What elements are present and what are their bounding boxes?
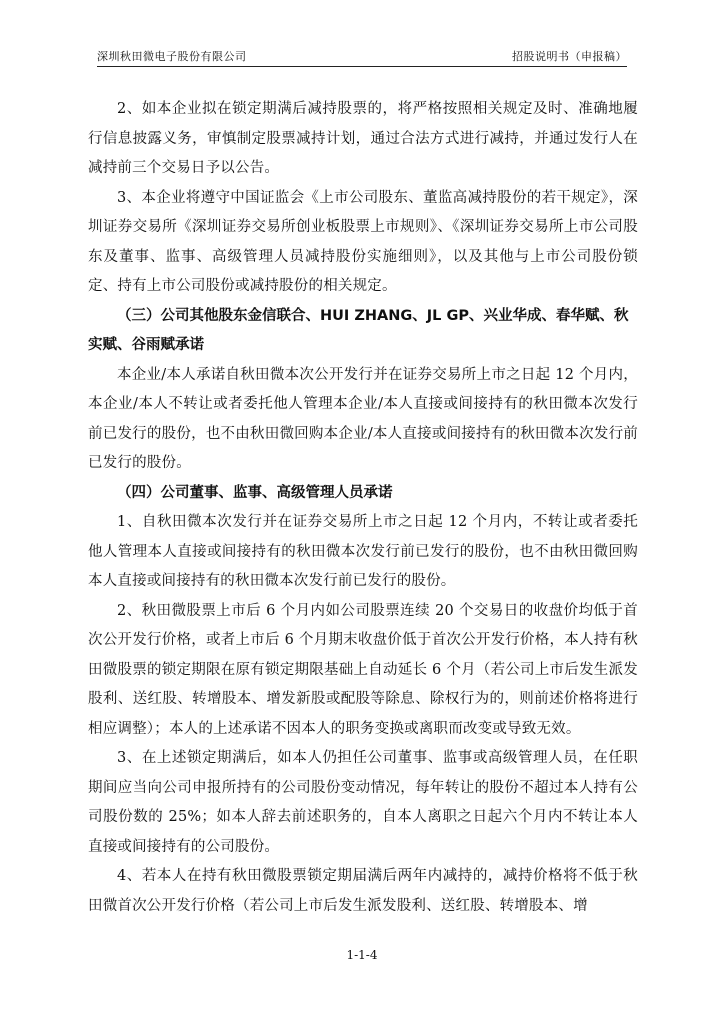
header-divider — [97, 66, 627, 67]
section-heading-other-shareholders: （三）公司其他股东金信联合、HUI ZHANG、JL GP、兴业华成、春华赋、秋实赋、谷雨赋承诺 — [88, 307, 629, 353]
paragraph-other-shareholders-lockup: 本企业/本人承诺自秋田微本次公开发行并在证券交易所上市之日起 12 个月内，本企业/本人不转让或者委托他人管理本企业/本人直接或间接持有的秋田微本次发行前已发行的股份，也不由秋田微回购本企业/本人直接或间接持有的秋田微本次发行前已发行的股份。 — [88, 366, 638, 471]
paragraph-directors-lockup: 1、自秋田微本次发行并在证券交易所上市之日起 12 个月内，不转让或者委托他人管理本人直接或间接持有的秋田微本次发行前已发行的股份，也不由秋田微回购本人直接或间接持有的秋田微本次发行前已发行的股份。 — [88, 514, 638, 589]
section-heading-directors: （四）公司董事、监事、高级管理人员承诺 — [117, 484, 393, 501]
page-number: 1-1-4 — [346, 948, 378, 962]
document-body — [88, 95, 638, 921]
header-document-type: 招股说明书（申报稿） — [512, 50, 627, 63]
paragraph-transfer-limit: 3、在上述锁定期满后，如本人仍担任公司董事、监事或高级管理人员，在任职期间应当向公司申报所持有的公司股份变动情况，每年转让的股份不超过本人持有公司股份数的 25%；如本人辞去前述职务的，自本人离职之日起六个月内不转让本人直接或间接持有的公司股份。 — [88, 750, 638, 855]
paragraph-reduction-price: 4、若本人在持有秋田微股票锁定期届满后两年内减持的，减持价格将不低于秋田微首次公开发行价格（若公司上市后发生派发股利、送红股、转增股本、增 — [88, 868, 638, 914]
paragraph-disclosure: 2、如本企业拟在锁定期满后减持股票的，将严格按照相关规定及时、准确地履行信息披露义务，审慎制定股票减持计划，通过合法方式进行减持，并通过发行人在减持前三个交易日予以公告。 — [88, 101, 638, 176]
page-header — [97, 44, 627, 64]
header-company-name: 深圳秋田微电子股份有限公司 — [97, 50, 247, 63]
paragraph-price-extension: 2、秋田微股票上市后 6 个月内如公司股票连续 20 个交易日的收盘价均低于首次公开发行价格，或者上市后 6 个月期末收盘价低于首次公开发行价格，本人持有秋田微股票的锁定期限在原有锁定期限基础上自动延长 6 个月（若公司上市后发生派发股利、送红股、转增股本、增发新股或配股等除息、除权行为的，则前述价格将进行相应调整）；本人的上述承诺不因本人的职务变换或离职而改变或导致无效。 — [88, 602, 638, 737]
paragraph-compliance: 3、本企业将遵守中国证监会《上市公司股东、董监高减持股份的若干规定》，深圳证券交易所《深圳证券交易所创业板股票上市规则》、《深圳证券交易所上市公司股东及董事、监事、高级管理人员减持股份实施细则》，以及其他与上市公司股份锁定、持有上市公司股份或减持股份的相关规定。 — [88, 189, 638, 294]
